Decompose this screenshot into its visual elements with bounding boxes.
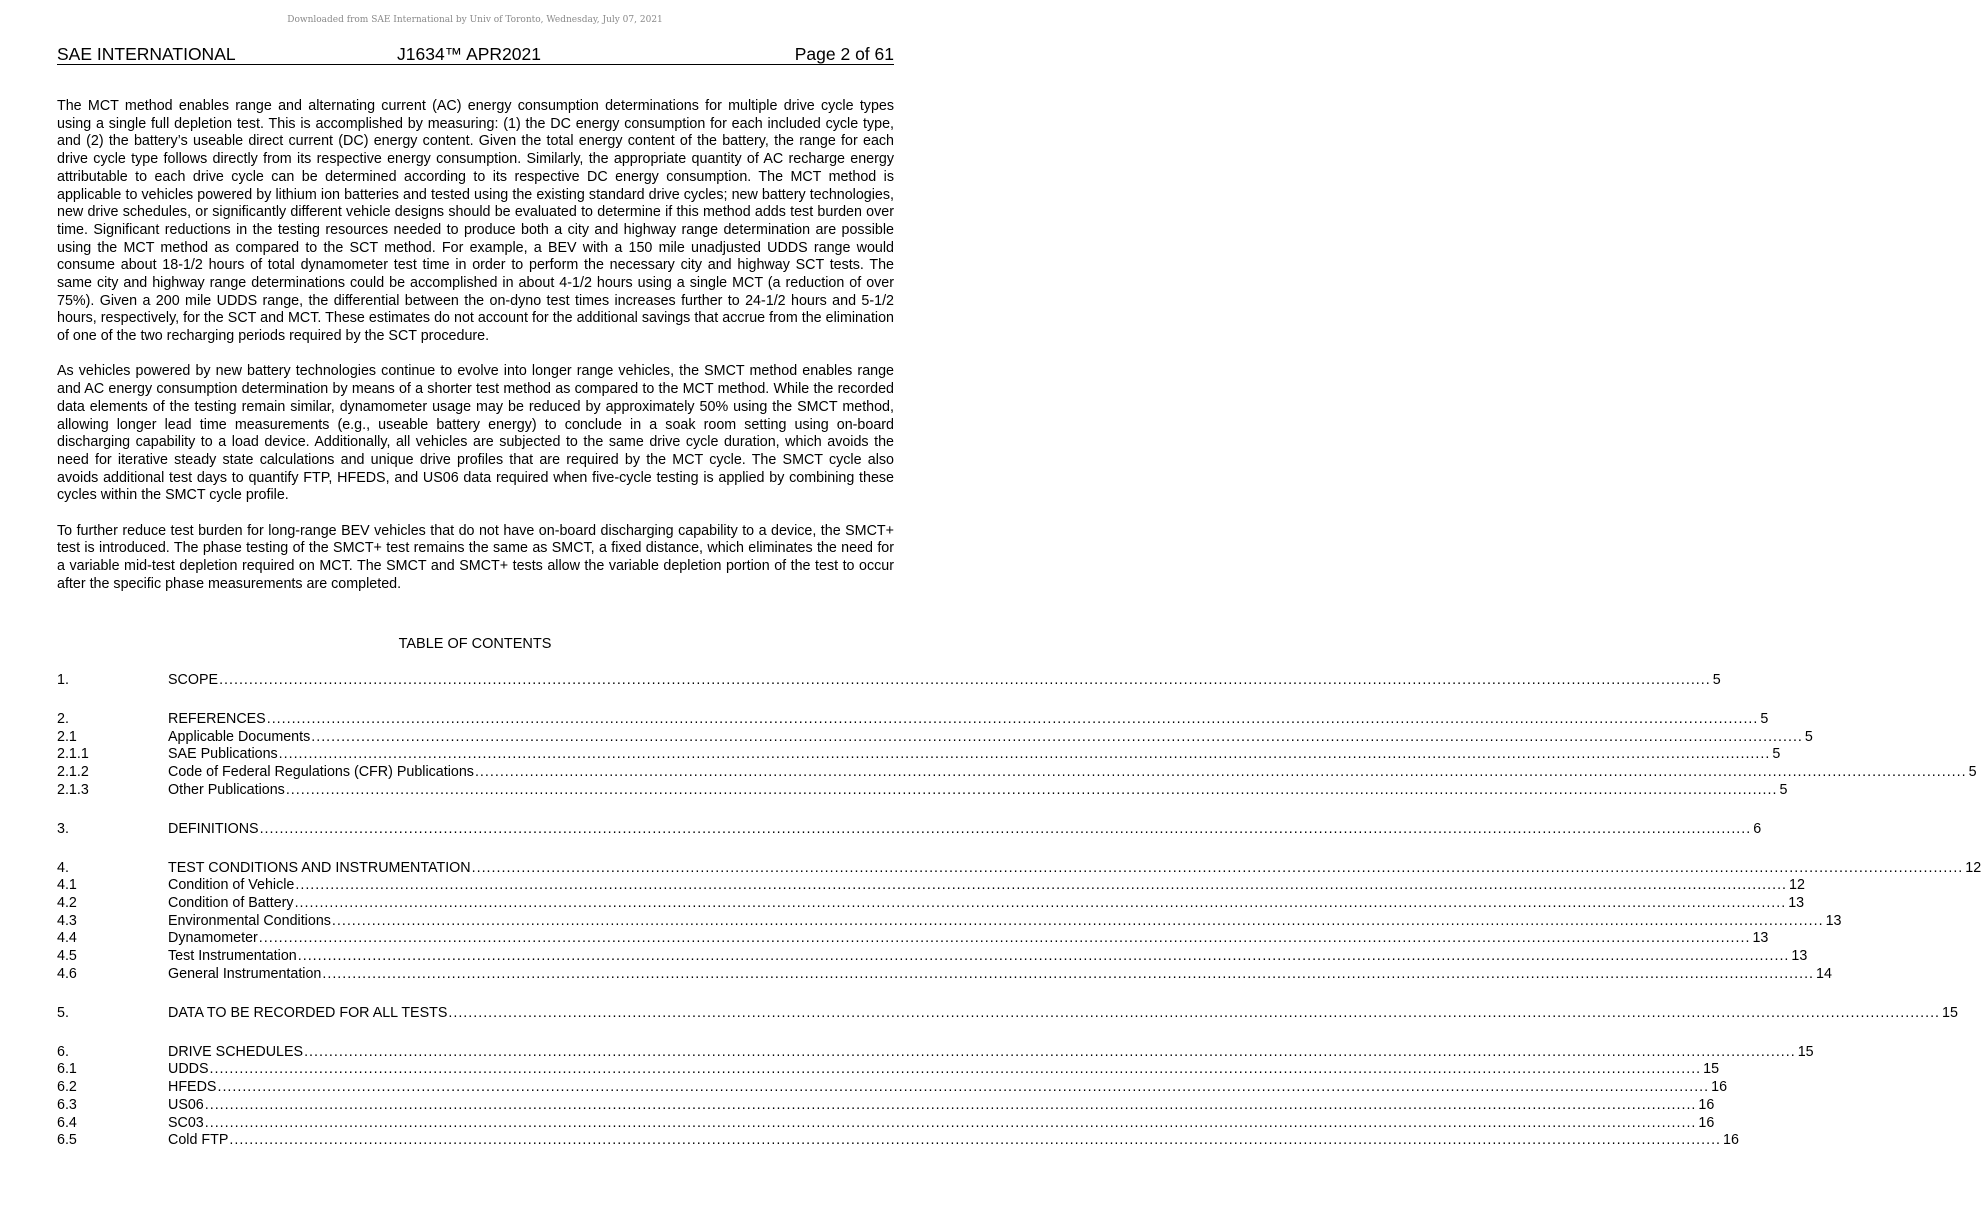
toc-page-number: 15 — [1942, 1004, 1958, 1021]
toc-page-number: 5 — [1804, 728, 1813, 745]
download-watermark: Downloaded from SAE International by Univ of Toronto, Wednesday, July 07, 2021 — [287, 15, 663, 25]
toc-title: TABLE OF CONTENTS — [398, 636, 552, 652]
toc-section-number: 4.4 — [57, 930, 77, 947]
toc-section-title[interactable]: SAE Publications — [168, 746, 278, 763]
toc-entry[interactable] — [57, 728, 1813, 747]
toc-page-number: 13 — [1791, 948, 1808, 965]
toc-section-number: 4. — [57, 859, 69, 876]
toc-entry[interactable] — [57, 820, 1762, 839]
toc-entry[interactable] — [57, 1061, 1720, 1079]
toc-entry[interactable] — [57, 1114, 1715, 1133]
toc-section-number: 4.6 — [57, 965, 77, 982]
toc-page-number: 6 — [1753, 820, 1762, 837]
toc-page-number: 16 — [1698, 1096, 1715, 1113]
toc-section-title[interactable]: Condition of Battery — [168, 895, 294, 912]
toc-page-number: 15 — [1703, 1061, 1720, 1078]
toc-page-number: 13 — [1825, 912, 1842, 929]
toc-section-title[interactable]: HFEDS — [168, 1079, 217, 1096]
paragraph-smct-plus: To further reduce test burden for long-range BEV vehicles that do not have on-board discharging capability to a device, the SMCT+ test is introduced. The phase testing of the SMCT+ test remains the same as SMCT, a fixed distance, which eliminates the need for a variable mid-test depletion required on MCT. The SMCT and SMCT+ tests allow the variable depletion portion of the test to occur after the specific phase measurements are completed. — [57, 522, 894, 592]
toc-section-number: 4.5 — [57, 948, 77, 965]
toc-section-number: 5. — [57, 1004, 69, 1021]
toc-dot-leader: ............................................................................................................................................................................................................................................................................................................ — [331, 912, 1824, 929]
toc-section-number: 4.2 — [57, 895, 77, 912]
toc-page-number: 5 — [1968, 764, 1977, 781]
toc-page-number: 12 — [1965, 859, 1981, 876]
toc-section-title[interactable]: DEFINITIONS — [168, 820, 259, 837]
toc-page-number: 5 — [1779, 781, 1788, 798]
toc-entry[interactable] — [57, 1004, 1958, 1023]
toc-page-number: 16 — [1723, 1132, 1739, 1149]
toc-spacer — [57, 838, 883, 859]
body-text — [57, 98, 894, 611]
toc-page-number: 14 — [1816, 965, 1832, 982]
toc-dot-leader: ............................................................................................................................................................................................................................................................................................................ — [259, 820, 1752, 837]
table-of-contents — [57, 672, 1981, 1150]
toc-section-number: 3. — [57, 820, 69, 837]
toc-section-number: 6.3 — [57, 1096, 77, 1113]
toc-section-title[interactable]: SCOPE — [168, 672, 219, 688]
toc-dot-leader: ............................................................................................................................................................................................................................................................................................................ — [474, 764, 1967, 781]
toc-section-number: 4.1 — [57, 877, 77, 894]
header-organization: SAE INTERNATIONAL — [57, 44, 236, 64]
toc-section-number: 6. — [57, 1043, 69, 1060]
page-header — [57, 44, 894, 65]
toc-dot-leader: ............................................................................................................................................................................................................................................................................................................ — [471, 859, 1964, 876]
toc-dot-leader: ............................................................................................................................................................................................................................................................................................................ — [209, 1061, 1702, 1078]
toc-spacer — [57, 799, 883, 820]
toc-section-title[interactable]: Condition of Vehicle — [168, 877, 295, 894]
toc-page-number: 5 — [1760, 710, 1769, 727]
toc-section-title[interactable]: Test Instrumentation — [168, 948, 297, 965]
toc-dot-leader: ............................................................................................................................................................................................................................................................................................................ — [266, 710, 1759, 727]
toc-section-number: 2.1 — [57, 728, 77, 745]
toc-dot-leader: ............................................................................................................................................................................................................................................................................................................ — [229, 1132, 1722, 1149]
toc-section-title[interactable]: UDDS — [168, 1061, 209, 1078]
toc-page-number: 13 — [1788, 895, 1805, 912]
toc-section-number: 6.1 — [57, 1061, 77, 1078]
toc-section-title[interactable]: General Instrumentation — [168, 965, 322, 982]
toc-section-title[interactable]: Other Publications — [168, 781, 285, 798]
paragraph-smct: As vehicles powered by new battery technologies continue to evolve into longer range vehicles, the SMCT method enables range and AC energy consumption determination by means of a shorter test method as compared to the MCT method. While the recorded data elements of the testing remain similar, dynamometer usage may be reduced by approximately 50% using the SMCT method, allowing longer lead time measurements (e.g., useable battery energy) to conclude in a soak room setting using on-board discharging capability to a load device. Additionally, all vehicles are subjected to the same drive cycle duration, which avoids the need for iterative steady state calculations and unique drive profiles that are required by the MCT cycle. The SMCT cycle also avoids additional test days to quantify FTP, HFEDS, and US06 data required when five-cycle testing is applied by combining these cycles within the SMCT cycle profile. — [57, 363, 894, 504]
toc-section-title[interactable]: TEST CONDITIONS AND INSTRUMENTATION — [168, 859, 471, 876]
toc-dot-leader: ............................................................................................................................................................................................................................................................................................................ — [219, 672, 1711, 688]
toc-section-title[interactable]: SC03 — [168, 1114, 204, 1131]
toc-dot-leader: ............................................................................................................................................................................................................................................................................................................ — [295, 877, 1788, 894]
header-page-number: Page 2 of 61 — [794, 44, 894, 64]
toc-section-title[interactable]: REFERENCES — [168, 710, 266, 727]
toc-dot-leader: ............................................................................................................................................................................................................................................................................................................ — [311, 728, 1803, 745]
toc-entry[interactable] — [57, 877, 1805, 895]
toc-entry[interactable] — [57, 965, 1832, 984]
toc-section-number: 2.1.3 — [57, 781, 89, 798]
toc-page-number: 5 — [1772, 746, 1781, 763]
toc-entry[interactable] — [57, 912, 1842, 931]
toc-dot-leader: ............................................................................................................................................................................................................................................................................................................ — [217, 1079, 1710, 1096]
toc-entry[interactable] — [57, 1079, 1728, 1097]
header-document-id: J1634™ APR2021 — [397, 44, 541, 64]
toc-section-number: 6.4 — [57, 1114, 77, 1131]
toc-section-number: 6.2 — [57, 1079, 77, 1096]
toc-section-number: 2.1.2 — [57, 764, 89, 781]
toc-dot-leader: ............................................................................................................................................................................................................................................................................................................ — [294, 895, 1787, 912]
toc-page-number: 16 — [1711, 1079, 1728, 1096]
toc-page-number: 13 — [1752, 930, 1769, 947]
toc-section-title[interactable]: DRIVE SCHEDULES — [168, 1043, 304, 1060]
toc-entry[interactable] — [57, 746, 1781, 764]
toc-page-number: 15 — [1797, 1043, 1814, 1060]
toc-section-number: 1. — [57, 672, 69, 688]
toc-dot-leader: ............................................................................................................................................................................................................................................................................................................ — [297, 948, 1790, 965]
toc-page-number: 12 — [1789, 877, 1805, 894]
toc-section-title[interactable]: US06 — [168, 1096, 204, 1113]
toc-entry[interactable] — [57, 859, 1981, 878]
toc-entry[interactable] — [57, 781, 1788, 800]
toc-dot-leader: ............................................................................................................................................................................................................................................................................................................ — [322, 965, 1815, 982]
toc-section-title[interactable]: Applicable Documents — [168, 728, 311, 745]
toc-section-title[interactable]: Code of Federal Regulations (CFR) Publications — [168, 764, 474, 781]
toc-section-title[interactable]: Dynamometer — [168, 930, 258, 947]
paragraph-mct: The MCT method enables range and alternating current (AC) energy consumption determinations for multiple drive cycle types using a single full depletion test. This is accomplished by measuring: (1) the DC energy consumption for each included cycle type, and (2) the battery’s useable direct current (DC) energy content. Given the total energy content of the battery, the range for each drive cycle type follows directly from its respective energy consumption. Similarly, the appropriate quantity of AC recharge energy attributable to each drive cycle can be determined according to its respective DC energy consumption. The MCT method is applicable to vehicles powered by lithium ion batteries and tested using the existing standard drive cycles; new battery technologies, new drive schedules, or significantly different vehicle designs should be evaluated to determine if this method adds test burden over time. Significant reductions in the testing resources needed to produce both a city and highway range determination are possible using the MCT method as compared to the SCT method. For example, a BEV with a 150 mile unadjusted UDDS range would consume about 18-1/2 hours of total dynamometer test time in order to perform the necessary city and highway SCT tests. The same city and highway range determinations could be accomplished in about 4-1/2 hours using a single MCT (a reduction of over 75%). Given a 200 mile UDDS range, the differential between the on-dyno test times increases further to 24-1/2 hours and 5-1/2 hours, respectively, for the SCT and MCT. These estimates do not account for the additional savings that accrue from the elimination of one of the two recharging periods required by the SCT procedure. — [57, 98, 894, 345]
toc-dot-leader: ............................................................................................................................................................................................................................................................................................................ — [204, 1096, 1697, 1113]
toc-entry[interactable] — [57, 1132, 1739, 1150]
toc-entry[interactable] — [57, 1043, 1814, 1062]
toc-spacer — [57, 690, 883, 711]
toc-dot-leader: ............................................................................................................................................................................................................................................................................................................ — [448, 1004, 1941, 1021]
toc-section-number: 6.5 — [57, 1132, 77, 1149]
toc-dot-leader: ............................................................................................................................................................................................................................................................................................................ — [258, 930, 1751, 947]
toc-section-title[interactable]: DATA TO BE RECORDED FOR ALL TESTS — [168, 1004, 448, 1021]
toc-dot-leader: ............................................................................................................................................................................................................................................................................................................ — [278, 746, 1771, 763]
toc-spacer — [57, 1023, 883, 1044]
toc-page-number: 5 — [1712, 672, 1721, 688]
toc-entry[interactable] — [57, 672, 1721, 690]
toc-spacer — [57, 984, 883, 1005]
toc-section-title[interactable]: Cold FTP — [168, 1132, 229, 1149]
toc-entry[interactable] — [57, 710, 1769, 729]
toc-section-number: 2.1.1 — [57, 746, 89, 763]
toc-entry[interactable] — [57, 895, 1805, 913]
toc-dot-leader: ............................................................................................................................................................................................................................................................................................................ — [285, 781, 1778, 798]
toc-entry[interactable] — [57, 930, 1769, 948]
toc-dot-leader: ............................................................................................................................................................................................................................................................................................................ — [204, 1114, 1697, 1131]
toc-entry[interactable] — [57, 764, 1977, 782]
toc-section-number: 2. — [57, 710, 69, 727]
toc-dot-leader: ............................................................................................................................................................................................................................................................................................................ — [304, 1043, 1796, 1060]
toc-page-number: 16 — [1698, 1114, 1715, 1131]
toc-entry[interactable] — [57, 1096, 1715, 1115]
toc-section-number: 4.3 — [57, 912, 77, 929]
toc-section-title[interactable]: Environmental Conditions — [168, 912, 331, 929]
toc-entry[interactable] — [57, 948, 1808, 966]
